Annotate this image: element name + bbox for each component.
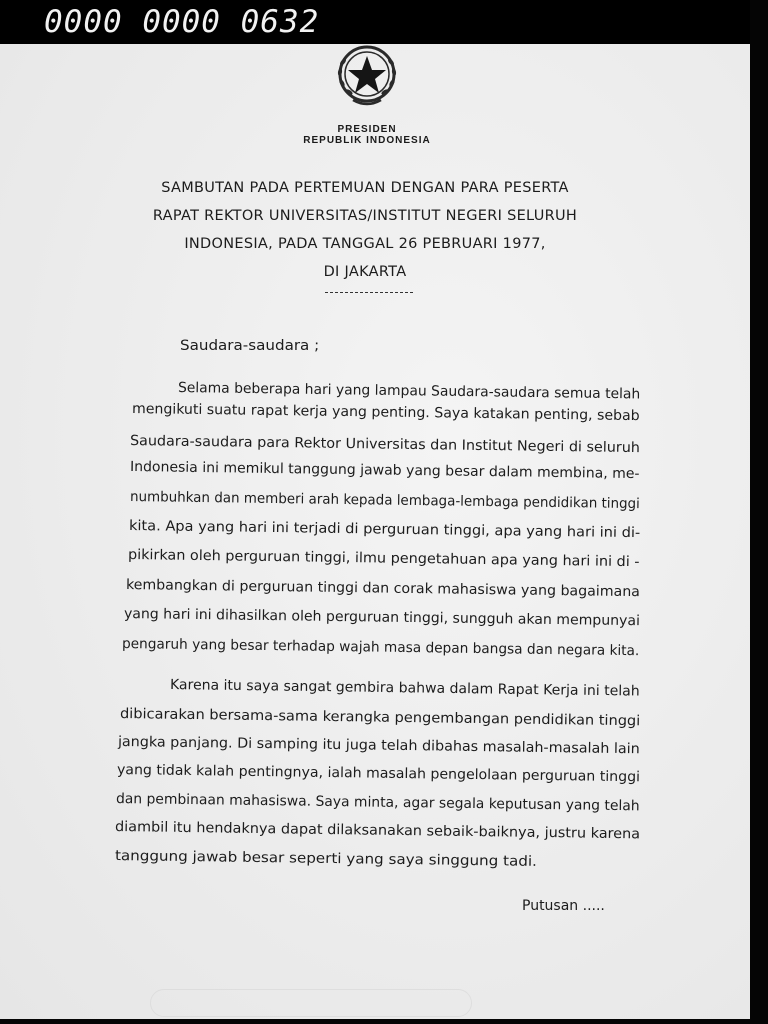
- film-frame-bar: [0, 0, 768, 44]
- catchword-next-page: Putusan .....: [522, 898, 605, 914]
- paragraph-1-line: Selama beberapa hari yang lampau Saudara-saudara semua telah: [177, 380, 641, 403]
- paragraph-1-line: yang hari ini dihasilkan oleh perguruan tinggi, sungguh akan mempunyai: [123, 606, 641, 630]
- paragraph-2-line: dibicarakan bersama-sama kerangka pengembangan pendidikan tinggi: [119, 706, 641, 730]
- paragraph-2-line: yang tidak kalah pentingnya, ialah masalah pengelolaan perguruan tinggi: [116, 762, 641, 786]
- paragraph-2-line: tanggung jawab besar seperti yang saya singgung tadi.: [114, 848, 538, 870]
- paragraph-1-line: Indonesia ini memikul tanggung jawab yang besar dalam membina, me-: [129, 459, 640, 483]
- film-edge-bottom: [0, 1019, 768, 1024]
- paragraph-2-line: jangka panjang. Di samping itu juga telah dibahas masalah-masalah lain: [117, 734, 640, 758]
- paper-smudge: [150, 989, 472, 1017]
- paragraph-1-line: kita. Apa yang hari ini terjadi di perguruan tinggi, apa yang hari ini di-: [128, 518, 641, 542]
- salutation: Saudara-saudara ;: [180, 338, 320, 354]
- paragraph-1-line: pengaruh yang besar terhadap wajah masa depan bangsa dan negara kita.: [121, 636, 640, 660]
- paragraph-1-line: Saudara-saudara para Rektor Universitas dan Institut Negeri di seluruh: [129, 433, 641, 457]
- paragraph-2-line: Karena itu saya sangat gembira bahwa dalam Rapat Kerja ini telah: [169, 677, 640, 700]
- letterhead-line-2: REPUBLIK INDONESIA: [303, 135, 431, 146]
- frame-number: 0000 0000 0632: [44, 4, 320, 40]
- paragraph-1-line: mengikuti suatu rapat kerja yang penting. Saya katakan penting, sebab: [131, 401, 640, 425]
- speech-title-line: RAPAT REKTOR UNIVERSITAS/INSTITUT NEGERI SELURUH: [152, 208, 578, 224]
- paragraph-1-line: kembangkan di perguruan tinggi dan corak mahasiswa yang bagaimana: [125, 577, 641, 601]
- speech-title-line: INDONESIA, PADA TANGGAL 26 PEBRUARI 1977,: [184, 236, 546, 252]
- paragraph-1-line: numbuhkan dan memberi arah kepada lembaga-lembaga pendidikan tinggi: [129, 489, 640, 513]
- speech-body: [0, 44, 750, 1019]
- paragraph-2-line: diambil itu hendaknya dapat dilaksanakan sebaik-baiknya, justru karena: [114, 819, 641, 843]
- speech-title-line: SAMBUTAN PADA PERTEMUAN DENGAN PARA PESERTA: [161, 180, 569, 196]
- paragraph-2-line: dan pembinaan mahasiswa. Saya minta, agar segala keputusan yang telah: [115, 791, 640, 815]
- paragraph-1-line: pikirkan oleh perguruan tinggi, ilmu pengetahuan apa yang hari ini di -: [127, 547, 640, 571]
- document-page: [0, 44, 750, 1019]
- speech-title-line: DI JAKARTA: [323, 264, 407, 280]
- film-edge-right: [750, 0, 768, 1024]
- letterhead-line-1: PRESIDEN: [337, 124, 397, 135]
